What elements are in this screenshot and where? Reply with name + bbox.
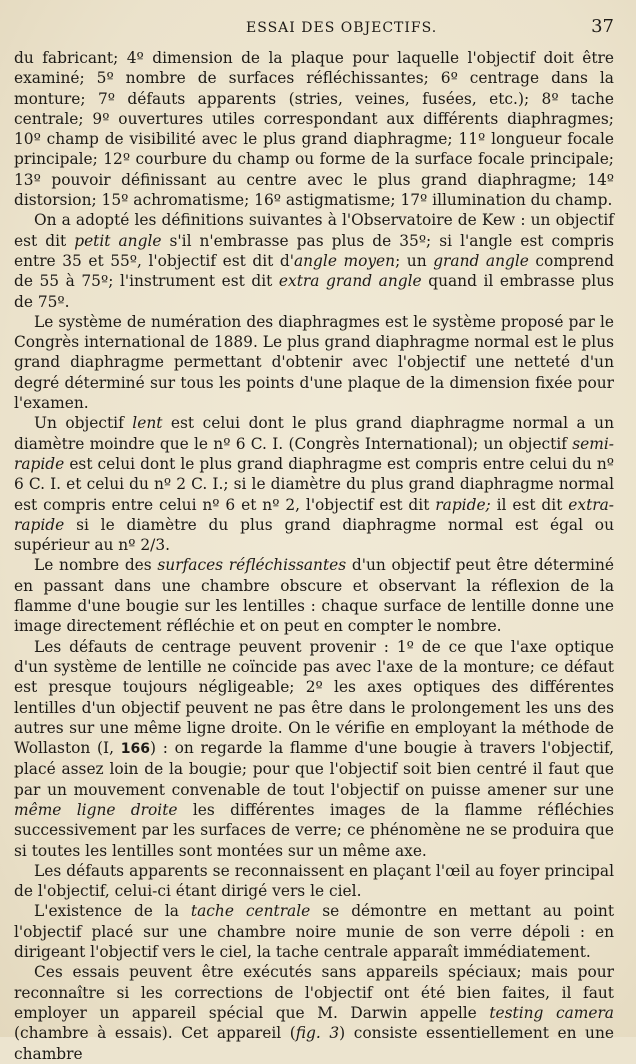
paragraph	[14, 962, 614, 1063]
text-run: Ces essais peuvent être exécutés sans appareils spéciaux; mais pour reconnaître si les corrections de l'objectif ont été bien faites, il faut employer un appareil spécial que M. Darwin appelle	[14, 963, 614, 1022]
paragraph	[14, 861, 614, 902]
italic-term: tache centrale	[190, 902, 311, 921]
italic-term: semi-rapide	[14, 434, 614, 473]
text-run: L'existence de la	[34, 902, 191, 921]
text-run: Le nombre des	[34, 556, 158, 575]
text-run: du fabricant; 4º dimension de la plaque pour laquelle l'objectif doit être examiné; 5º nombre de surfaces réfléchissantes; 6º centrage dans la monture; 7º défauts apparents (stries, veines, fusées, etc.); 8º tache centrale; 9º ouvertures utiles correspondant aux différents diaphragmes; 10º champ de visibilité avec le plus grand diaphragme; 11º longueur focale principale; 12º courbure du champ ou forme de la surface focale principale; 13º pouvoir définissant au centre avec le plus grand diaphragme; 14º distorsion; 15º achromatisme; 16º astigmatisme; 17º illumination du champ.	[14, 49, 614, 210]
italic-term: rapide;	[435, 495, 491, 514]
paragraph	[14, 901, 614, 962]
italic-term: extra-rapide	[14, 495, 614, 534]
text-run: il est dit	[490, 495, 569, 514]
italic-term: fig. 3	[295, 1024, 340, 1043]
italic-term: lent	[132, 414, 163, 433]
text-run: ) : on regarde la flamme d'une bougie à travers l'objectif, placé assez loin de la bougie; pour que l'objectif soit bien centré il faut que par un mouvement convenable de tout l'objectif on puisse amener sur une	[14, 739, 614, 799]
text-run: ) consiste essentiellement en une chambre	[14, 1024, 614, 1063]
text-run: si le diamètre du plus grand diaphragme normal est égal ou supérieur au nº 2/3.	[14, 515, 614, 555]
paragraph	[14, 555, 614, 636]
paragraph	[14, 312, 614, 413]
paragraph	[14, 48, 614, 210]
paragraph	[14, 210, 614, 311]
page-number: 37	[591, 16, 614, 37]
italic-term: même ligne droite	[14, 800, 178, 819]
text-run: Les défauts apparents se reconnaissent en plaçant l'œil au foyer principal de l'objectif, celui-ci étant dirigé vers le ciel.	[14, 861, 614, 901]
body-text	[14, 48, 614, 1064]
text-run: Le système de numération des diaphragmes est le système proposé par le Congrès international de 1889. Le plus grand diaphragme normal est le plus grand diaphragme permettant d'obtenir avec l'objectif une netteté d'un degré déterminé sur tous les points d'une plaque de la dimension fixée pour l'examen.	[14, 312, 614, 413]
text-run: Un objectif	[34, 414, 133, 433]
italic-term: extra grand angle	[278, 272, 422, 291]
text-run: Les défauts de centrage peuvent provenir : 1º de ce que l'axe optique d'un système de lentille ne coïncide pas avec l'axe de la monture; ce défaut est presque toujours négligeable; 2º les axes optiques des différentes lentilles d'un objectif peuvent ne pas être dans le prolongement les uns des autres sur une même ligne droite. On le vérifie en employant la méthode de Wollaston (I,	[14, 637, 614, 758]
text-run: quand il embrasse plus de 75º.	[14, 272, 615, 311]
text-run: les différentes images de la flamme réfléchies successivement par les surfaces de verre; ce phénomène ne se produira que si toutes les lentilles sont montées sur un même axe.	[14, 800, 614, 860]
text-run: comprend de 55 à 75º; l'instrument est dit	[14, 251, 614, 291]
text-run: est celui dont le plus grand diaphragme est compris entre celui du nº 6 C. I. et celui du nº 2 C. I.; si le diamètre du plus grand diaphragme normal est compris entre celui nº 6 et nº 2, l'objectif est dit	[14, 454, 614, 514]
text-run: se démontre en mettant au point l'objectif placé sur une chambre noire munie de son verre dépoli : en dirigeant l'objectif vers le ciel, la tache centrale apparaît immédiatement.	[14, 902, 614, 962]
italic-term: testing camera	[489, 1003, 614, 1022]
text-run: ; un	[395, 251, 434, 270]
paragraph	[14, 637, 614, 861]
running-title: ESSAI DES OBJECTIFS.	[246, 20, 438, 36]
running-head	[14, 18, 614, 44]
italic-term: petit angle	[74, 231, 162, 250]
bold-reference: 166	[120, 741, 150, 758]
text-run: On a adopté les définitions suivantes à l'Observatoire de Kew : un objectif est dit	[14, 211, 614, 250]
text-run: (chambre à essais). Cet appareil (	[14, 1024, 296, 1043]
italic-term: angle moyen	[293, 251, 396, 270]
paragraph	[14, 413, 614, 555]
text-run: s'il n'embrasse pas plus de 35º; si l'angle est compris entre 35 et 55º, l'objectif est dit d'	[14, 231, 615, 270]
text-run: est celui dont le plus grand diaphragme normal a un diamètre moindre que le nº 6 C. I. (Congrès International); un objectif	[14, 414, 615, 453]
italic-term: surfaces réfléchissantes	[157, 556, 347, 575]
italic-term: grand angle	[433, 251, 529, 270]
text-run: d'un objectif peut être déterminé en passant dans une chambre obscure et observant la réflexion de la flamme d'une bougie sur les lentilles : chaque surface de lentille donne une image directement réfléchie et on peut en compter le nombre.	[14, 556, 614, 636]
